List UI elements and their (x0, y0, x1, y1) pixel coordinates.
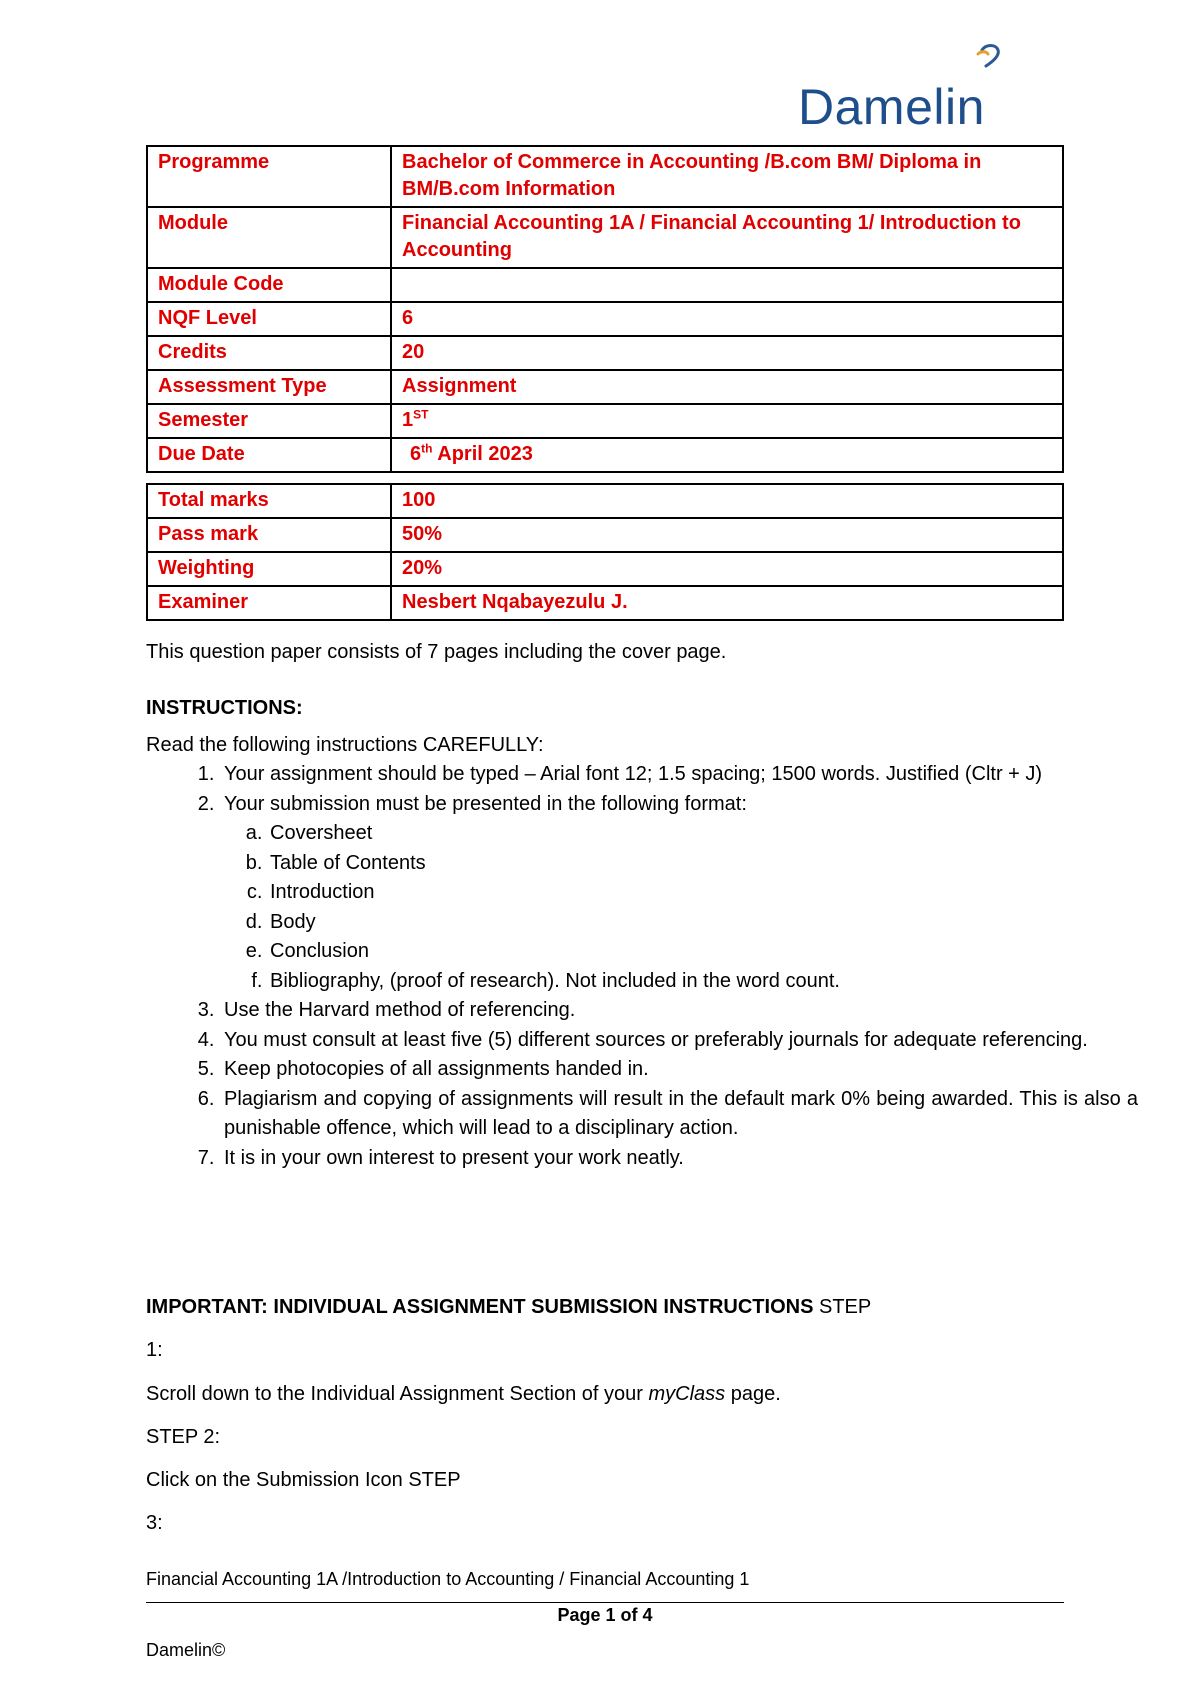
instruction-item: 6. Plagiarism and copying of assignments will result in the default mark 0% being awarded. This is also a punishable offence, which will lead to a disciplinary action. (220, 1085, 1138, 1144)
footer-copyright: Damelin© (146, 1640, 226, 1660)
important-heading: IMPORTANT: INDIVIDUAL ASSIGNMENT SUBMISSION INSTRUCTIONS STEP (146, 1296, 872, 1318)
logo-swoosh-icon (976, 42, 1004, 68)
row-label: Credits (147, 336, 391, 370)
row-label: Assessment Type (147, 370, 391, 404)
format-item: f. Bibliography, (proof of research). Not included in the word count. (268, 967, 1138, 997)
row-label: Due Date (147, 438, 391, 472)
row-value: 50% (391, 518, 1063, 552)
instruction-item: 3. Use the Harvard method of referencing. (220, 996, 1138, 1026)
marks-info-table (146, 483, 1064, 621)
row-label: Weighting (147, 552, 391, 586)
footer-module-title: Financial Accounting 1A /Introduction to Accounting / Financial Accounting 1 (146, 1569, 750, 1589)
step-3-number: 3: (146, 1512, 163, 1534)
row-value: 20% (391, 552, 1063, 586)
row-value: Assignment (391, 370, 1063, 404)
row-label: Semester (147, 404, 391, 438)
table-row (147, 586, 1063, 620)
step-1-number: 1: (146, 1339, 163, 1361)
row-label: Module Code (147, 268, 391, 302)
table-row (147, 484, 1063, 518)
row-value: 6th April 2023 (391, 438, 1063, 472)
step-1-text: Scroll down to the Individual Assignment Section of your myClass page. (146, 1383, 781, 1405)
table-row (147, 404, 1063, 438)
format-item: d. Body (268, 908, 1138, 938)
footer-page-number: Page 1 of 4 (557, 1605, 653, 1625)
table-row (147, 518, 1063, 552)
row-label: Pass mark (147, 518, 391, 552)
row-value: Bachelor of Commerce in Accounting /B.com BM/ Diploma in BM/B.com Information (391, 146, 1063, 207)
format-item: e. Conclusion (268, 937, 1138, 967)
row-value: 6 (391, 302, 1063, 336)
row-value: Financial Accounting 1A / Financial Accounting 1/ Introduction to Accounting (391, 207, 1063, 268)
row-value: 1ST (391, 404, 1063, 438)
row-value: 20 (391, 336, 1063, 370)
table-row (147, 146, 1063, 207)
instruction-item: 5. Keep photocopies of all assignments handed in. (220, 1055, 1138, 1085)
damelin-logo (798, 40, 1038, 135)
page-count-note: This question paper consists of 7 pages including the cover page. (146, 641, 727, 663)
instructions-list (146, 760, 1138, 1173)
row-value: Nesbert Nqabayezulu J. (391, 586, 1063, 620)
row-label: Total marks (147, 484, 391, 518)
format-list (224, 819, 1138, 996)
table-row (147, 268, 1063, 302)
format-item: b. Table of Contents (268, 849, 1138, 879)
step-2-label: STEP 2: (146, 1426, 221, 1448)
table-row (147, 438, 1063, 472)
logo-wordmark: Damelin (798, 79, 985, 135)
row-label: NQF Level (147, 302, 391, 336)
table-row (147, 552, 1063, 586)
row-label: Examiner (147, 586, 391, 620)
step-2-text: Click on the Submission Icon STEP (146, 1469, 461, 1491)
row-value: 100 (391, 484, 1063, 518)
row-value (391, 268, 1063, 302)
format-item: a. Coversheet (268, 819, 1138, 849)
instruction-item: 7. It is in your own interest to present your work neatly. (220, 1144, 1138, 1174)
table-row (147, 336, 1063, 370)
table-row (147, 207, 1063, 268)
instruction-item: 4. You must consult at least five (5) different sources or preferably journals for adequate referencing. (220, 1026, 1138, 1056)
table-row (147, 302, 1063, 336)
row-label: Module (147, 207, 391, 268)
table-row (147, 370, 1063, 404)
instructions-intro: Read the following instructions CAREFULLY: (146, 734, 544, 756)
format-item: c. Introduction (268, 878, 1138, 908)
instruction-item: 1. Your assignment should be typed – Arial font 12; 1.5 spacing; 1500 words. Justified (Cltr + J) (220, 760, 1138, 790)
programme-info-table (146, 145, 1064, 473)
row-label: Programme (147, 146, 391, 207)
instruction-item: 2. Your submission must be presented in the following format: a. Coversheet b. Table of Contents c. Introduction d. Body e. Conclusion f. Bibliography, (proof of research). Not included in the word count. (220, 790, 1138, 997)
footer-divider (146, 1602, 1064, 1603)
instructions-heading: INSTRUCTIONS: (146, 697, 303, 719)
